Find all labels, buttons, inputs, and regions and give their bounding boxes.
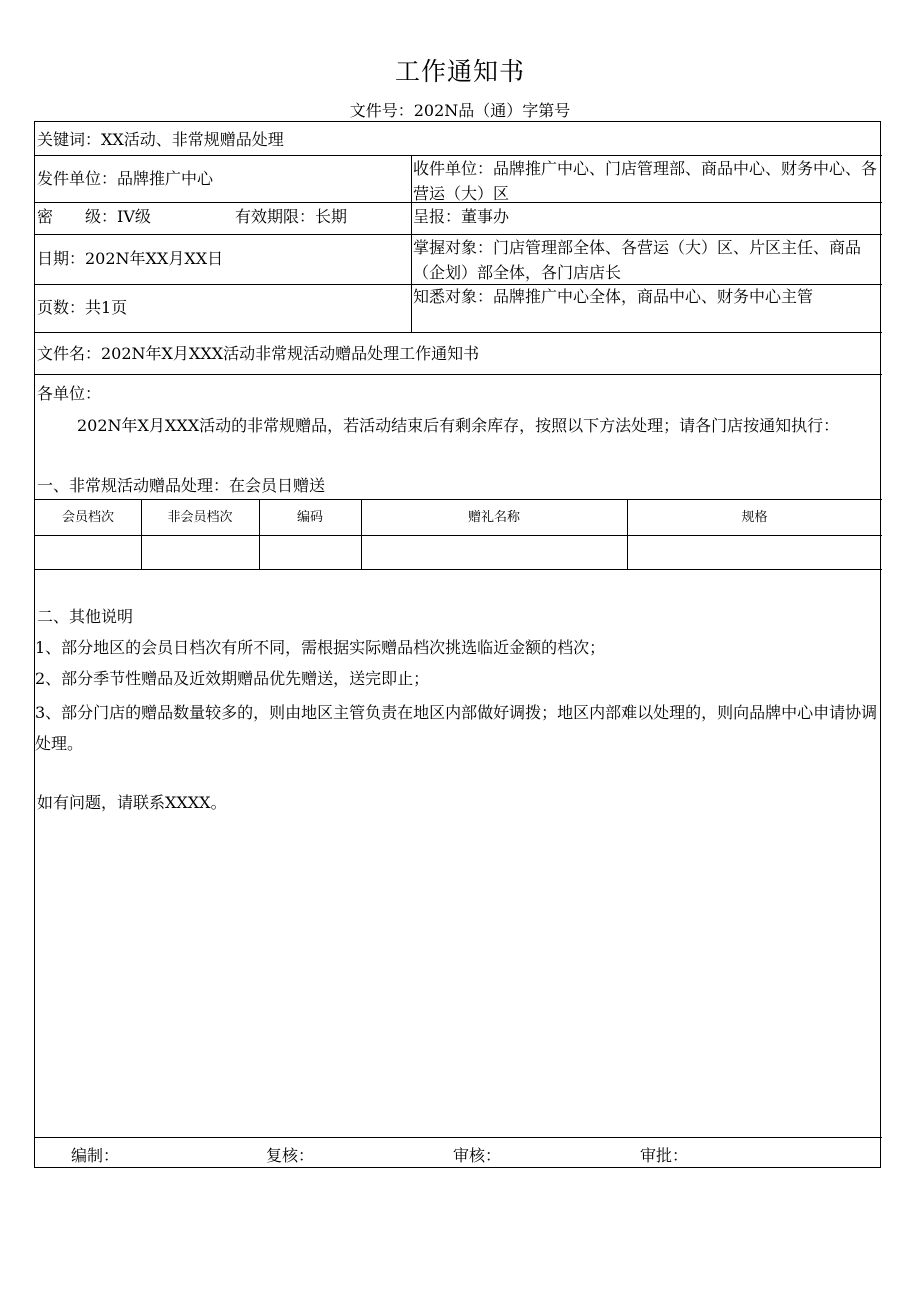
report-to-field: 呈报：董事办 bbox=[413, 207, 510, 226]
column-divider bbox=[411, 155, 412, 332]
document-title: 工作通知书 bbox=[394, 57, 525, 86]
table-bottom-line bbox=[35, 569, 882, 570]
table-header-code: 编码 bbox=[296, 510, 323, 525]
editor-signature: 编制： bbox=[71, 1146, 120, 1165]
aware-targets-field: 知悉对象：品牌推广中心全体，商品中心、财务中心主管 bbox=[413, 287, 814, 306]
secret-level-field: 密 级：IV级 bbox=[37, 207, 151, 226]
section2-heading: 二、其他说明 bbox=[37, 607, 134, 626]
pages-field: 页数：共1页 bbox=[37, 298, 128, 317]
row-divider bbox=[35, 374, 882, 375]
note-3: 3、部分门店的赠品数量较多的，则由地区主管负责在地区内部做好调拨；地区内部难以处理的，则向品牌中心申请协调处理。 bbox=[35, 703, 878, 753]
approver-signature: 审批： bbox=[640, 1146, 689, 1165]
table-header-member-tier: 会员档次 bbox=[61, 510, 114, 525]
note-2: 2、部分季节性赠品及近效期赠品优先赠送，送完即止； bbox=[35, 669, 430, 688]
date-field: 日期：202N年XX月XX日 bbox=[37, 249, 224, 268]
row-divider bbox=[35, 332, 882, 333]
notice-form bbox=[34, 121, 881, 1168]
filename-field: 文件名：202N年X月XXX活动非常规活动赠品处理工作通知书 bbox=[37, 344, 480, 363]
auditor-signature: 审核： bbox=[453, 1146, 502, 1165]
table-header-gift-name: 赠礼名称 bbox=[467, 510, 520, 525]
note-1: 1、部分地区的会员日档次有所不同，需根据实际赠品档次挑选临近金额的档次； bbox=[35, 638, 606, 657]
table-mid-line bbox=[35, 535, 882, 536]
grasp-targets-field: 掌握对象：门店管理部全体、各营运（大）区、片区主任、商品（企划）部全体，各门店店长 bbox=[413, 238, 862, 282]
contact-line: 如有问题，请联系XXXX。 bbox=[37, 793, 227, 812]
reviewer-signature: 复核： bbox=[266, 1146, 315, 1165]
validity-field: 有效期限：长期 bbox=[235, 207, 348, 226]
recipients-field: 收件单位：品牌推广中心、门店管理部、商品中心、财务中心、各营运（大）区 bbox=[413, 159, 878, 203]
keywords-field: 关键词：XX活动、非常规赠品处理 bbox=[37, 130, 284, 149]
table-header-spec: 规格 bbox=[741, 510, 768, 525]
issuer-field: 发件单位：品牌推广中心 bbox=[37, 169, 214, 188]
intro-paragraph: 202N年X月XXX活动的非常规赠品，若活动结束后有剩余库存，按照以下方法处理；请各门店按通知执行： bbox=[77, 416, 840, 435]
table-header-nonmember-tier: 非会员档次 bbox=[167, 510, 233, 525]
salutation: 各单位： bbox=[37, 384, 102, 403]
table-top-line bbox=[35, 499, 882, 500]
document-number: 文件号：202N品（通）字第号 bbox=[349, 101, 571, 120]
footer-divider bbox=[35, 1137, 882, 1138]
section1-heading: 一、非常规活动赠品处理：在会员日赠送 bbox=[37, 476, 326, 495]
